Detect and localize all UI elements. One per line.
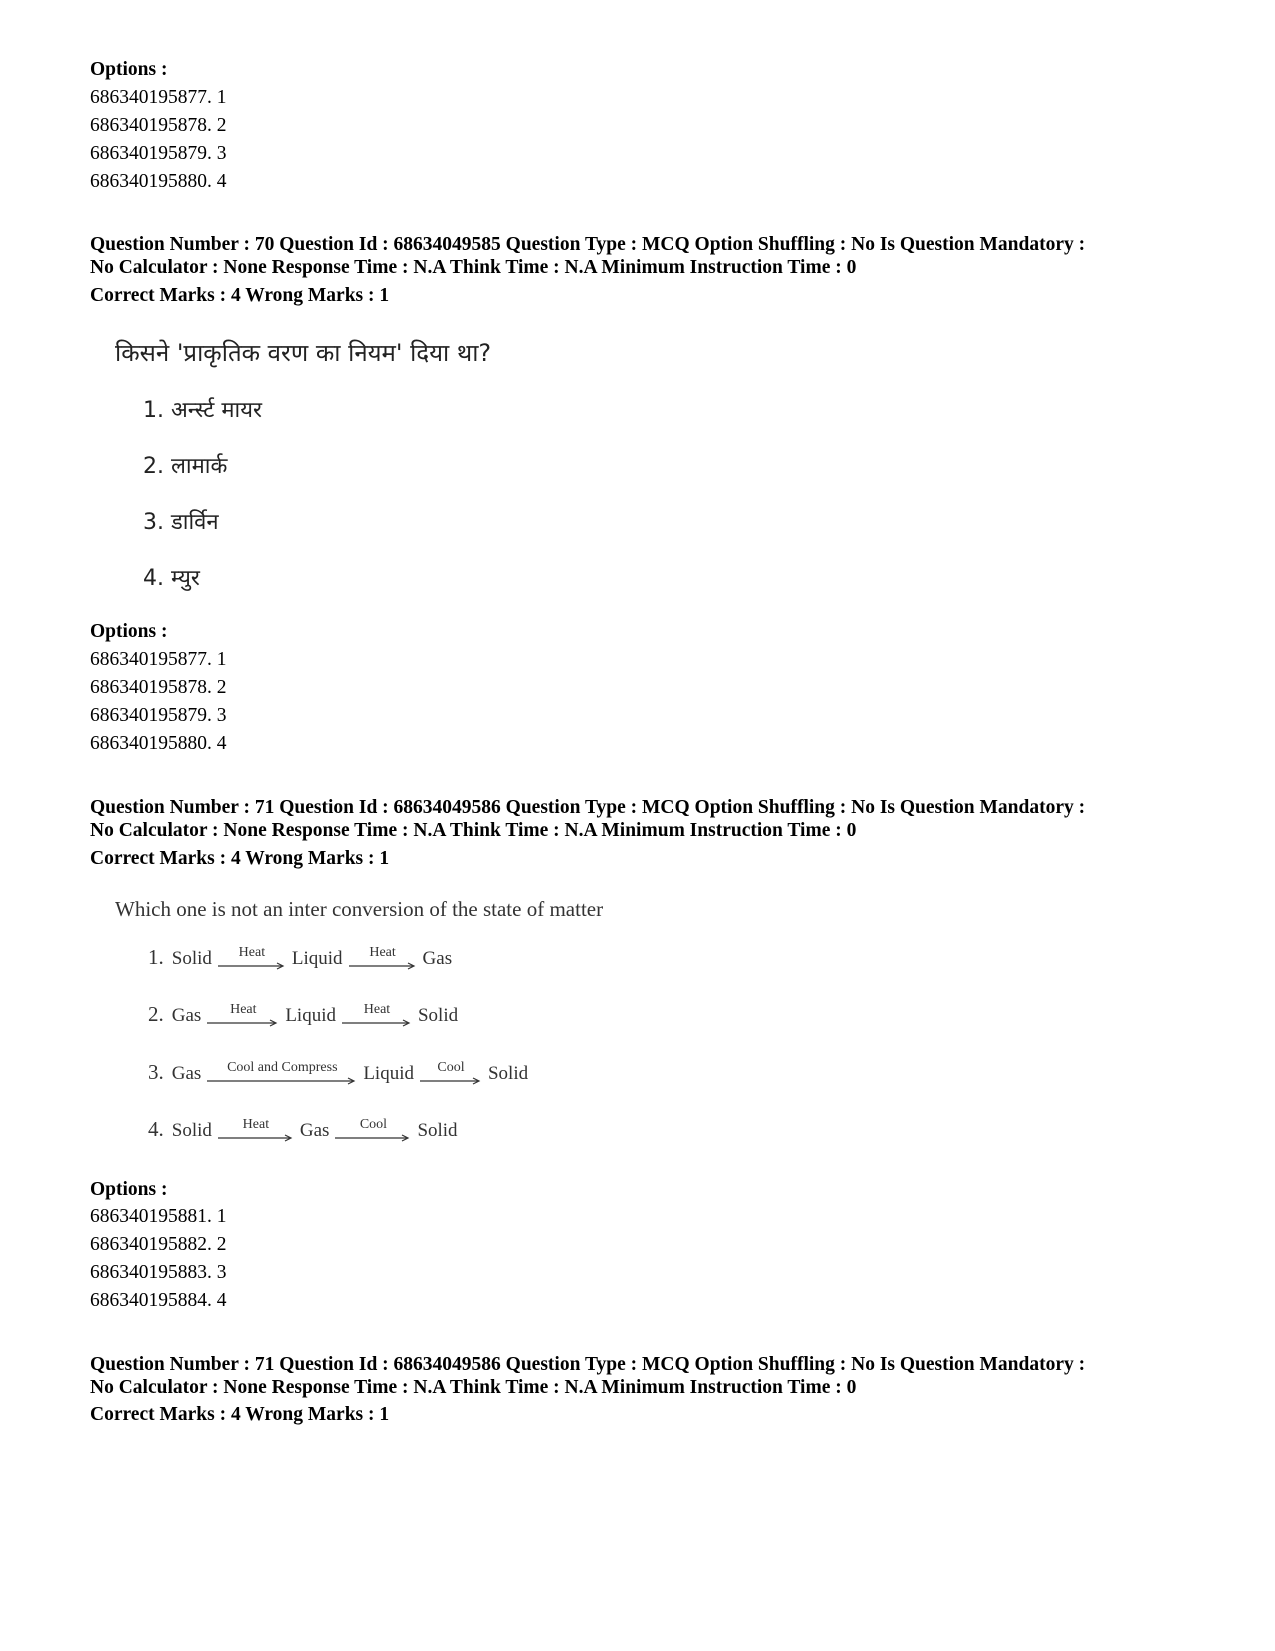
state-end: Solid <box>417 1120 458 1141</box>
question-marks: Correct Marks : 4 Wrong Marks : 1 <box>90 285 390 306</box>
arrow-label: Cool <box>437 1060 465 1075</box>
arrow-right-icon <box>335 1134 411 1142</box>
arrow-right-icon <box>207 1019 279 1027</box>
arrow-label: Heat <box>230 1002 257 1017</box>
state-start: Solid <box>171 1120 212 1141</box>
arrow-right-icon <box>207 1077 357 1085</box>
option-item: 686340195882. 2 <box>90 1234 227 1255</box>
choice-number: 4. <box>148 1117 164 1141</box>
arrow-right-icon <box>218 962 286 970</box>
option-item: 686340195883. 3 <box>90 1262 227 1283</box>
reaction-arrow <box>218 1117 294 1142</box>
arrow-label: Heat <box>363 1002 391 1017</box>
state-end: Gas <box>422 948 453 969</box>
option-item: 686340195881. 1 <box>90 1206 227 1227</box>
arrow-right-icon <box>342 1019 412 1027</box>
option-item: 686340195877. 1 <box>90 649 227 670</box>
question-text: किसने 'प्राकृतिक वरण का नियम' दिया था? <box>115 339 492 367</box>
question-header-line1: Question Number : 71 Question Id : 68634049586 Question Type : MCQ Option Shuffling : No Is Question Mandatory : <box>90 797 1086 818</box>
option-item: 686340195884. 4 <box>90 1290 227 1311</box>
state-end: Solid <box>487 1063 529 1084</box>
arrow-label: Cool and Compress <box>227 1060 338 1075</box>
choice-equation-1 <box>148 945 452 970</box>
question-header-line2: No Calculator : None Response Time : N.A Think Time : N.A Minimum Instruction Time : 0 <box>90 1377 857 1398</box>
option-item: 686340195878. 2 <box>90 115 227 136</box>
question-header-line2: No Calculator : None Response Time : N.A Think Time : N.A Minimum Instruction Time : 0 <box>90 820 857 841</box>
options-label: Options : <box>90 621 168 642</box>
choice-number: 3. <box>148 1060 164 1084</box>
question-header-line1: Question Number : 71 Question Id : 68634049586 Question Type : MCQ Option Shuffling : No Is Question Mandatory : <box>90 1354 1086 1375</box>
state-end: Solid <box>417 1005 459 1026</box>
options-label: Options : <box>90 1179 168 1200</box>
choice-item: 1. अर्न्स्ट मायर <box>143 398 262 423</box>
option-item: 686340195879. 3 <box>90 143 227 164</box>
choice-number: 1. <box>148 945 164 969</box>
choice-number: 2. <box>148 1002 164 1026</box>
state-middle: Liquid <box>285 1005 336 1026</box>
arrow-label: Heat <box>242 1117 270 1132</box>
reaction-arrow <box>207 1060 357 1085</box>
reaction-arrow <box>218 945 286 970</box>
reaction-arrow <box>349 945 417 970</box>
reaction-arrow <box>207 1002 279 1027</box>
question-header-line2: No Calculator : None Response Time : N.A Think Time : N.A Minimum Instruction Time : 0 <box>90 257 857 278</box>
state-start: Solid <box>171 948 212 969</box>
choice-equation-4 <box>148 1117 458 1142</box>
reaction-arrow <box>420 1060 482 1085</box>
state-middle: Liquid <box>291 948 343 969</box>
option-item: 686340195878. 2 <box>90 677 227 698</box>
question-text: Which one is not an inter conversion of the state of matter <box>115 897 604 921</box>
question-header-line1: Question Number : 70 Question Id : 68634049585 Question Type : MCQ Option Shuffling : No Is Question Mandatory : <box>90 234 1086 255</box>
choice-item: 3. डार्विन <box>143 510 219 535</box>
choice-item: 2. लामार्क <box>143 454 228 479</box>
arrow-label: Cool <box>359 1117 388 1132</box>
reaction-arrow <box>335 1117 411 1142</box>
state-start: Gas <box>171 1005 202 1026</box>
option-item: 686340195880. 4 <box>90 171 227 192</box>
options-label: Options : <box>90 59 168 80</box>
reaction-arrow <box>342 1002 412 1027</box>
state-middle: Liquid <box>363 1063 414 1084</box>
state-middle: Gas <box>299 1120 330 1141</box>
choice-item: 4. म्युर <box>143 566 200 591</box>
arrow-right-icon <box>218 1134 294 1142</box>
option-item: 686340195877. 1 <box>90 87 227 108</box>
question-marks: Correct Marks : 4 Wrong Marks : 1 <box>90 848 390 869</box>
arrow-label: Heat <box>369 945 396 960</box>
arrow-right-icon <box>420 1077 482 1085</box>
choice-equation-2 <box>148 1002 458 1027</box>
state-start: Gas <box>171 1063 202 1084</box>
arrow-right-icon <box>349 962 417 970</box>
question-marks: Correct Marks : 4 Wrong Marks : 1 <box>90 1404 390 1425</box>
option-item: 686340195879. 3 <box>90 705 227 726</box>
arrow-label: Heat <box>238 945 266 960</box>
option-item: 686340195880. 4 <box>90 733 227 754</box>
choice-equation-3 <box>148 1060 528 1085</box>
